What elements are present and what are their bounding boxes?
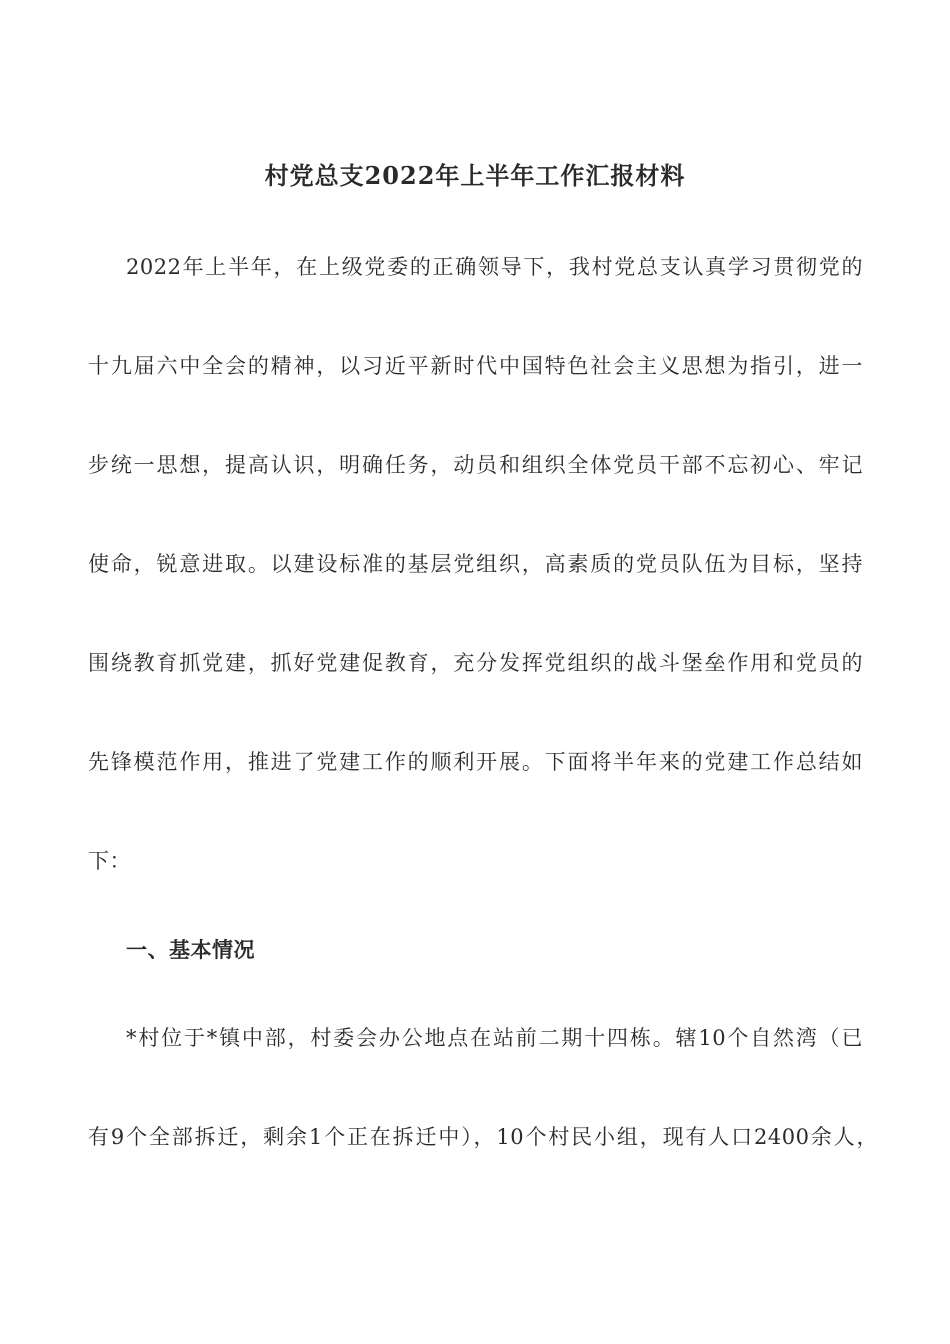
paragraph-line: 有9个全部拆迁，剩余1个正在拆迁中），10个村民小组，现有人口2400余人， xyxy=(88,1125,878,1149)
paragraph-line: 围绕教育抓党建，抓好党建促教育，充分发挥党组织的战斗堡垒作用和党员的 xyxy=(88,651,863,675)
section-heading: 一、基本情况 xyxy=(126,937,255,962)
paragraph-line: 下： xyxy=(88,849,131,873)
paragraph-line: 2022年上半年，在上级党委的正确领导下，我村党总支认真学习贯彻党的 xyxy=(126,255,863,279)
paragraph-line: 使命，锐意进取。以建设标准的基层党组织，高素质的党员队伍为目标，坚持 xyxy=(88,552,863,576)
paragraph-line: *村位于*镇中部，村委会办公地点在站前二期十四栋。辖10个自然湾（已 xyxy=(126,1026,863,1050)
paragraph-line: 先锋模范作用，推进了党建工作的顺利开展。下面将半年来的党建工作总结如 xyxy=(88,750,863,774)
paragraph-line: 步统一思想，提高认识，明确任务，动员和组织全体党员干部不忘初心、牢记 xyxy=(88,453,863,477)
document-title: 村党总支2022年上半年工作汇报材料 xyxy=(264,161,686,190)
paragraph-line: 十九届六中全会的精神，以习近平新时代中国特色社会主义思想为指引，进一 xyxy=(88,354,863,378)
